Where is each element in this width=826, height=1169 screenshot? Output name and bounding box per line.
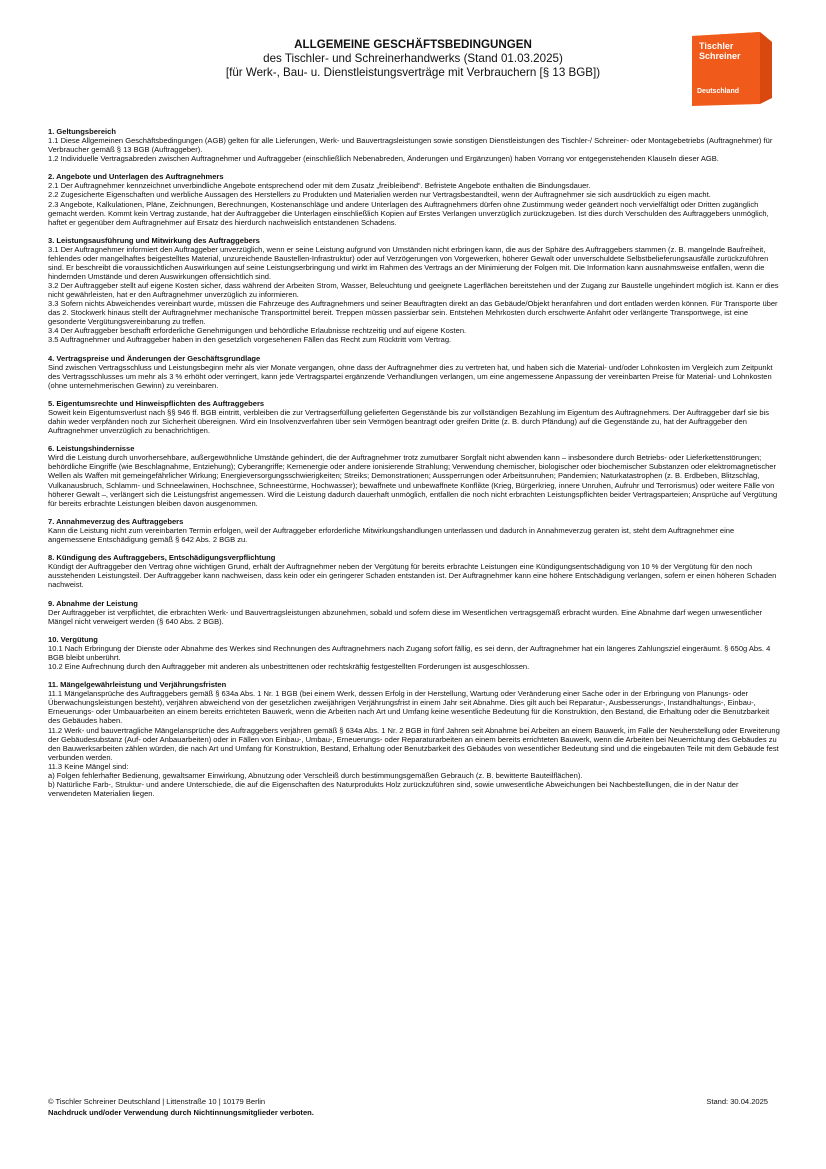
- section-paragraph: 1.1 Diese Allgemeinen Geschäftsbedingungen (AGB) gelten für alle Lieferungen, Werk- und Bauvertragsleistungen sowie sonstigen Dienstleistungen des Tischler-/ Schreiner- oder Montagebetriebs (Auftragnehmer) für Verbraucher gemäß § 13 BGB (Auftraggeber).: [48, 136, 773, 155]
- section-paragraph: Der Auftraggeber ist verpflichtet, die erbrachten Werk- und Bauvertragsleistungen abzunehmen, sobald und sofern diese im Wesentlichen vertragsgemäß erbracht wurden. Eine Abnahme darf wegen unwesentlicher Mängel nicht verweigert werden (§ 640 Abs. 2 BGB).: [48, 607, 763, 626]
- section: [48, 399, 780, 435]
- logo-text-line3: Deutschland: [697, 88, 740, 95]
- footer-date: Stand: 30.04.2025: [706, 1097, 768, 1106]
- section-paragraph: 11.2 Werk- und bauvertragliche Mängelansprüche des Auftraggebers verjähren gemäß § 634a Abs. 1 Nr. 2 BGB in fünf Jahren seit Abnahme bei Arbeiten an einem Bauwerk, im Falle der Neuherstellung oder Erweiterung der Gebäudesubstanz (Auf- oder Anbauarbeiten) oder in Fällen von Einbau-, Umbau-, Erneuerungs- oder Reparaturarbeiten an einem bereits errichteten Bauwerk, wenn die Arbeiten bei Neuerrichtung des Gebäudes zu den Bauwerksarbeiten zählen würden, die nach Art und Umfang für Konstruktion, Bestand, Erhaltung oder Benutzbarkeit des Gebäudes von wesentlicher Bedeutung sind und die eingebauten Teile mit dem Gebäude fest verbunden werden.: [48, 725, 780, 762]
- section-heading: 4. Vertragspreise und Änderungen der Geschäftsgrundlage: [48, 353, 261, 363]
- section: [48, 553, 780, 589]
- section: [48, 599, 780, 626]
- section-heading: 8. Kündigung des Auftraggebers, Entschädigungsverpflichtung: [48, 553, 276, 563]
- logo-text-line1: Tischler: [699, 41, 734, 51]
- document-title: ALLGEMEINE GESCHÄFTSBEDINGUNGEN: [294, 38, 532, 51]
- section: [48, 236, 780, 345]
- section: [48, 517, 780, 544]
- section-paragraph: 3.3 Sofern nichts Abweichendes vereinbart wurde, müssen die Fahrzeuge des Auftragnehmers und seiner Beauftragten direkt an das Gebäude/Objekt heranfahren und dort entladen werden können. Für Transporte über das 2. Stockwerk hinaus stellt der Auftragnehmer mechanische Transportmittel bereit. Treppen müssen passierbar sein. Entstehen Mehrkosten durch erschwerte Anfahrt oder verlängerte Transportwege, ist eine gesonderte Vergütungsvereinbarung zu treffen.: [48, 299, 778, 327]
- section-paragraph: 11.1 Mängelansprüche des Auftraggebers gemäß § 634a Abs. 1 Nr. 1 BGB (bei einem Werk, dessen Erfolg in der Herstellung, Wartung oder Veränderung einer Sache oder in der Erbringung von Planungs- oder Überwachungsleistungen besteht), verjähren abweichend von der gesetzlichen zweijährigen Verjährungsfrist in einem Jahr seit Abnahme. Dies gilt auch bei Reparatur-, Ausbesserungs-, Instandhaltungs-, Einbau-, Erneuerungs- oder Umbauarbeiten an einem bereits errichteten Bauwerk, wenn die Arbeiten nach Art und Umfang keine wesentliche Bedeutung für die Konstruktion, den Bestand, die Erhaltung oder die Benutzbarkeit des Gebäudes haben.: [48, 689, 770, 726]
- section: [48, 680, 780, 798]
- section: [48, 127, 780, 163]
- footer-address: © Tischler Schreiner Deutschland | Littenstraße 10 | 10179 Berlin: [48, 1097, 266, 1106]
- section-paragraph: 3.2 Der Auftraggeber stellt auf eigene Kosten sicher, dass während der Arbeiten Strom, Wasser, Beleuchtung und geeignete Lagerflächen bereitstehen und der Zugang zur Baustelle ungehindert möglich ist. Kann er dies nicht gewährleisten, hat er den Auftragnehmer unverzüglich zu informieren.: [48, 281, 779, 300]
- logo-text-line2: Schreiner: [699, 51, 741, 61]
- section-paragraph: Soweit kein Eigentumsverlust nach §§ 946 ff. BGB eintritt, verbleiben die zur Vertragserfüllung gelieferten Gegenstände bis zur vollständigen Bezahlung im Eigentum des Auftragnehmers. Der Auftraggeber darf sie bis dahin weder verpfänden noch zur Sicherheit übereignen. Wird ein Insolvenzverfahren über sein Vermögen beantragt oder greifen Dritte (z. B. durch Pfändung) auf die Gegenstände zu, hat der Auftraggeber den Auftragnehmer unverzüglich zu benachrichtigen.: [48, 408, 769, 436]
- section-heading: 2. Angebote und Unterlagen des Auftragnehmers: [48, 172, 224, 182]
- section-paragraph: 2.2 Zugesicherte Eigenschaften und werbliche Aussagen des Herstellers zu Produkten und Materialien werden nur Vertragsbestandteil, wenn der Auftragnehmer sie sich ausdrücklich zu eigen macht.: [48, 190, 711, 200]
- section-paragraph: 11.3 Keine Mängel sind:: [48, 761, 129, 771]
- section-heading: 9. Abnahme der Leistung: [48, 598, 138, 608]
- section-heading: 3. Leistungsausführung und Mitwirkung des Auftraggebers: [48, 235, 260, 245]
- section-paragraph: 10.2 Eine Aufrechnung durch den Auftraggeber mit anderen als unbestrittenen oder rechtskräftig festgestellten Forderungen ist ausgeschlossen.: [48, 662, 530, 672]
- section-paragraph: 2.1 Der Auftragnehmer kennzeichnet unverbindliche Angebote entsprechend oder mit dem Zusatz „freibleibend“. Befristete Angebote enthalten die Bindungsdauer.: [48, 181, 591, 191]
- section-heading: 5. Eigentumsrechte und Hinweispflichten des Auftraggebers: [48, 398, 265, 408]
- section-paragraph: 10.1 Nach Erbringung der Dienste oder Abnahme des Werkes sind Rechnungen des Auftragnehmers nach Zugang sofort fällig, es sei denn, der Auftragnehmer hat ein längeres Zahlungsziel eingeräumt. § 650g Abs. 4 BGB bleibt unberührt.: [48, 643, 771, 662]
- section-paragraph: 2.3 Angebote, Kalkulationen, Pläne, Zeichnungen, Berechnungen, Kostenanschläge und andere Unterlagen des Auftragnehmers dürfen ohne Zustimmung weder geändert noch vervielfältigt oder Dritten zugänglich gemacht werden. Kommt kein Vertrag zustande, hat der Auftraggeber die Unterlagen einschließlich Kopien auf Erstes Verlangen unverzüglich zurückzugeben. Ist dies durch Verschulden des Auftraggebers unmöglich, haftet er gegenüber dem Auftragnehmer auf Ersatz des hierdurch nachweislich entstandenen Schadens.: [48, 199, 769, 227]
- section-paragraph: Kann die Leistung nicht zum vereinbarten Termin erfolgen, weil der Auftraggeber erforderliche Mitwirkungshandlungen unterlassen und dadurch in Annahmeverzug geraten ist, steht dem Auftragnehmer eine angemessene Entschädigung gemäß § 642 Abs. 2 BGB zu.: [48, 525, 735, 544]
- section-heading: 7. Annahmeverzug des Auftraggebers: [48, 516, 184, 526]
- section: [48, 354, 780, 390]
- section-paragraph: 1.2 Individuelle Vertragsabreden zwischen Auftragnehmer und Auftraggeber (einschließlich Nebenabreden, Änderungen und Ergänzungen) haben Vorrang vor entgegenstehenden Klauseln dieser AGB.: [48, 154, 719, 164]
- section: [48, 635, 780, 671]
- section-heading: 1. Geltungsbereich: [48, 127, 116, 136]
- section-paragraph: b) Natürliche Farb-, Struktur- und andere Unterschiede, die auf die Eigenschaften des Naturprodukts Holz zurückzuführen sind, sowie unwesentliche Abweichungen bei Nachbestellungen, die in der Natur der verwendeten Materialien liegen.: [48, 779, 739, 798]
- document-subtitle: des Tischler- und Schreinerhandwerks (Stand 01.03.2025): [263, 52, 563, 65]
- section-paragraph: Wird die Leistung durch unvorhersehbare, außergewöhnliche Umstände gehindert, die der Auftragnehmer trotz zumutbarer Sorgfalt nicht abwenden kann – insbesondere durch Betriebs- oder Lieferkettenstörungen; behördliche Eingriffe (wie Beschlagnahme, Entziehung); Cyberangriffe; Kernenergie oder andere ionisierende Strahlung; Verwendung chemischer, biologischer oder biochemischer Substanzen oder elektromagnetischer Wellen als Waffen mit gemeingefährlicher Wirkung; Energieversorgungsschwierigkeiten; Streiks; Demonstrationen; Aussperrungen oder Arbeitsunruhen; Pandemien; Naturkatastrophen (z. B. Erdbeben, Blitzschlag, Vulkanausbruch, Schlamm- und Schneelawinen, Hochschnee, Schneestürme, Hochwasser); bewaffnete und unbewaffnete Konflikte (Krieg, Bürgerkrieg, innere Unruhen, Aufruhr und Terrorismus) oder weitere Fälle von höherer Gewalt –, verlängert sich die Leistungsfrist angemessen. Wird die Leistung dadurch dauerhaft unmöglich, entfallen die noch nicht erbrachten Leistungspflichten beider Vertragsparteien; Ansprüche auf Vergütung für bereits erbrachte Leistungen bleiben davon ausgenommen.: [48, 453, 778, 508]
- section: [48, 444, 780, 507]
- section-paragraph: 3.5 Auftragnehmer und Auftraggeber haben in den gesetzlich vorgesehenen Fällen das Recht zum Rücktritt vom Vertrag.: [48, 335, 452, 345]
- document-scope: [für Werk-, Bau- u. Dienstleistungsverträge mit Verbrauchern [§ 13 BGB]): [225, 66, 601, 79]
- document-body: [48, 127, 780, 807]
- section-paragraph: Sind zwischen Vertragsschluss und Leistungsbeginn mehr als vier Monate vergangen, ohne dass der Auftragnehmer dies zu vertreten hat, und haben sich die Material- und/oder Lohnkosten im Vergleich zum Zeitpunkt des Vertragsschlusses um mehr als 3 % erhöht oder verringert, kann jede Vertragspartei ergänzende Verhandlungen verlangen, um eine angemessene Anpassung der vereinbarten Preise für Material- und Lohnkosten (ohne unternehmerischen Gewinn) zu vereinbaren.: [48, 362, 773, 390]
- section-heading: 6. Leistungshindernisse: [48, 444, 135, 454]
- section-paragraph: a) Folgen fehlerhafter Bedienung, gewaltsamer Einwirkung, Abnutzung oder Verschleiß durch bestimmungsgemäßen Gebrauch (z. B. bewitterte Bauteilflächen).: [48, 770, 583, 780]
- section-paragraph: Kündigt der Auftraggeber den Vertrag ohne wichtigen Grund, erhält der Auftragnehmer neben der Vergütung für bereits erbrachte Leistungen eine Kündigungsentschädigung von 10 % der Vergütung für den noch ausstehenden Leistungsteil. Der Auftraggeber kann nachweisen, dass kein oder ein geringerer Schaden entstanden ist. Der Auftragnehmer kann eine höhere Entschädigung verlangen, sofern er einen höheren Schaden nachweist.: [48, 562, 777, 590]
- section-heading: 10. Vergütung: [48, 634, 98, 644]
- footer-copyright-note: Nachdruck und/oder Verwendung durch Nichtinnungsmitglieder verboten.: [48, 1108, 314, 1117]
- section-paragraph: 3.1 Der Auftragnehmer informiert den Auftraggeber unverzüglich, wenn er seine Leistung aufgrund von Umständen nicht erbringen kann, die aus der Sphäre des Auftraggebers stammen (z. B. mangelnde Baufreiheit, fehlendes oder mangelhaftes beigestelltes Material, unzureichende Baustellen-Infrastruktur) oder auf Verzögerungen von Vorgewerken, höherer Gewalt oder unverschuldete Selbstbelieferungsausfälle zurückzuführen sind. Er beschreibt die voraussichtlichen Auswirkungen auf seine Leistungserbringung und wirkt im Rahmen des Vertrags an der Minimierung der Folgen mit. Die Information kann ausnahmsweise entfallen, wenn die hindernden Umstände und deren Auswirkungen offensichtlich sind.: [48, 244, 769, 282]
- section-heading: 11. Mängelgewährleistung und Verjährungsfristen: [48, 680, 227, 690]
- section: [48, 172, 780, 226]
- section-paragraph: 3.4 Der Auftraggeber beschafft erforderliche Genehmigungen und behördliche Erlaubnisse rechtzeitig und auf eigene Kosten.: [48, 326, 467, 336]
- tischler-schreiner-logo: [692, 32, 772, 106]
